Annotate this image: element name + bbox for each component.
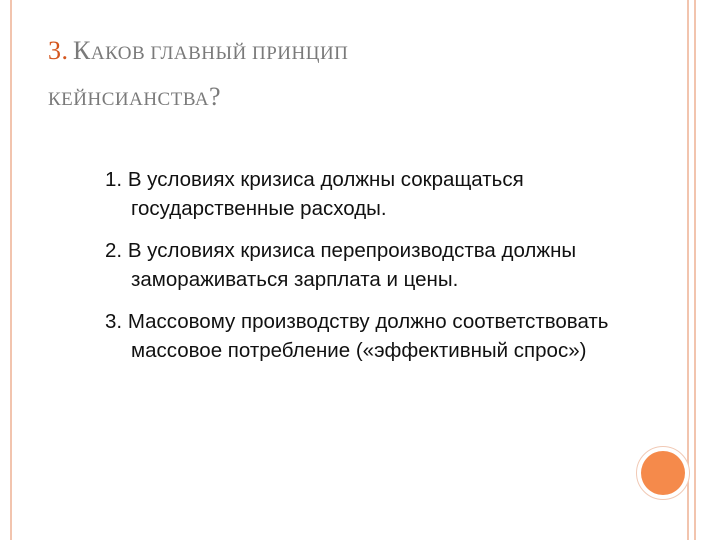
decorative-circle — [641, 451, 685, 495]
list-item-number: 3. — [105, 310, 123, 333]
list-item — [105, 165, 625, 223]
left-border-line — [10, 0, 12, 540]
list-item-text: В условиях кризиса перепроизводства должны замораживаться зарплата и цены. — [127, 239, 577, 291]
list-item — [105, 236, 625, 294]
title-text-line1: АКОВ ГЛАВНЫЙ ПРИНЦИП — [90, 43, 349, 64]
title-punctuation: ? — [209, 82, 222, 111]
list-item-number: 1. — [105, 168, 123, 191]
list-item-text: В условиях кризиса должны сокращаться государственные расходы. — [127, 168, 524, 220]
slide-title — [48, 30, 668, 122]
numbered-list — [105, 165, 625, 378]
list-item-text: Массовому производству должно соответствовать массовое потребление («эффективный спрос») — [127, 310, 609, 362]
right-border-line-outer — [694, 0, 696, 540]
list-item-number: 2. — [105, 239, 123, 262]
title-number: 3. — [48, 36, 69, 65]
title-capital-letter: К — [73, 36, 91, 65]
right-border-line — [687, 0, 689, 540]
list-item — [105, 307, 625, 365]
title-text-line2: КЕЙНСИАНСТВА — [48, 89, 210, 110]
